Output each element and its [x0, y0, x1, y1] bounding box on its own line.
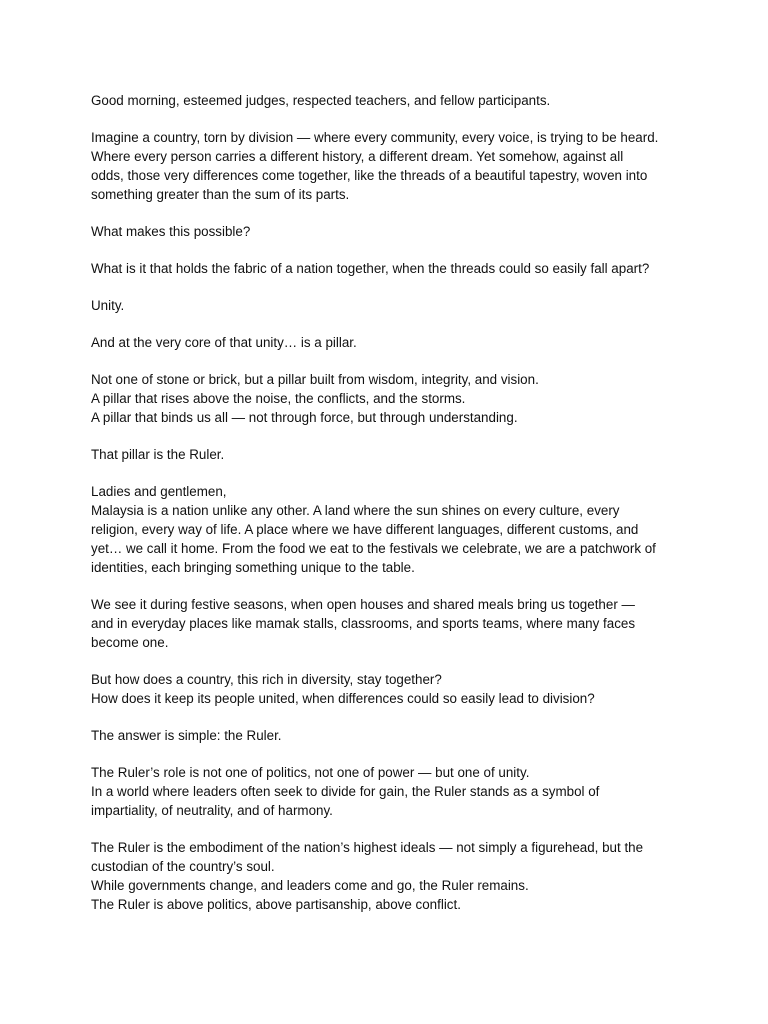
text-line: In a world where leaders often seek to divide for gain, the Ruler stands as a symbol of	[91, 784, 600, 799]
text-line: Ladies and gentlemen,	[91, 484, 227, 499]
text-line: The Ruler is above politics, above partisanship, above conflict.	[91, 897, 461, 912]
text-line: Malaysia is a nation unlike any other. A land where the sun shines on every culture, every	[91, 503, 620, 518]
paragraph	[91, 222, 691, 241]
text-line: A pillar that binds us all — not through force, but through understanding.	[91, 410, 518, 425]
text-line: And at the very core of that unity… is a pillar.	[91, 335, 357, 350]
text-line: identities, each bringing something unique to the table.	[91, 560, 415, 575]
text-line: How does it keep its people united, when differences could so easily lead to division?	[91, 691, 595, 706]
text-line: What is it that holds the fabric of a nation together, when the threads could so easily fall apart?	[91, 261, 650, 276]
paragraph	[91, 445, 691, 464]
paragraph	[91, 726, 691, 745]
paragraph	[91, 259, 691, 278]
text-line: Not one of stone or brick, but a pillar built from wisdom, integrity, and vision.	[91, 372, 539, 387]
paragraph	[91, 670, 691, 708]
paragraph	[91, 296, 691, 315]
document-body	[91, 91, 691, 932]
text-line: We see it during festive seasons, when open houses and shared meals bring us together —	[91, 597, 635, 612]
paragraph	[91, 333, 691, 352]
text-line: odds, those very differences come together, like the threads of a beautiful tapestry, woven into	[91, 168, 648, 183]
paragraph	[91, 482, 691, 577]
text-line: While governments change, and leaders come and go, the Ruler remains.	[91, 878, 529, 893]
paragraph	[91, 128, 691, 204]
text-line: A pillar that rises above the noise, the conflicts, and the storms.	[91, 391, 466, 406]
text-line: What makes this possible?	[91, 224, 251, 239]
text-line: The Ruler’s role is not one of politics, not one of power — but one of unity.	[91, 765, 530, 780]
paragraph	[91, 838, 691, 914]
text-line: Good morning, esteemed judges, respected teachers, and fellow participants.	[91, 93, 551, 108]
text-line: impartiality, of neutrality, and of harmony.	[91, 803, 333, 818]
text-line: yet… we call it home. From the food we eat to the festivals we celebrate, we are a patchwork of	[91, 541, 656, 556]
text-line: Where every person carries a different history, a different dream. Yet somehow, against all	[91, 149, 624, 164]
paragraph	[91, 91, 691, 110]
text-line: Unity.	[91, 298, 125, 313]
text-line: something greater than the sum of its parts.	[91, 187, 350, 202]
text-line: become one.	[91, 635, 169, 650]
text-line: Imagine a country, torn by division — where every community, every voice, is trying to be heard.	[91, 130, 659, 145]
text-line: That pillar is the Ruler.	[91, 447, 225, 462]
text-line: But how does a country, this rich in diversity, stay together?	[91, 672, 442, 687]
paragraph	[91, 763, 691, 820]
paragraph	[91, 370, 691, 427]
text-line: The answer is simple: the Ruler.	[91, 728, 282, 743]
text-line: religion, every way of life. A place where we have different languages, different customs, and	[91, 522, 639, 537]
text-line: and in everyday places like mamak stalls, classrooms, and sports teams, where many faces	[91, 616, 636, 631]
paragraph	[91, 595, 691, 652]
text-line: The Ruler is the embodiment of the nation’s highest ideals — not simply a figurehead, but the	[91, 840, 644, 855]
text-line: custodian of the country’s soul.	[91, 859, 275, 874]
